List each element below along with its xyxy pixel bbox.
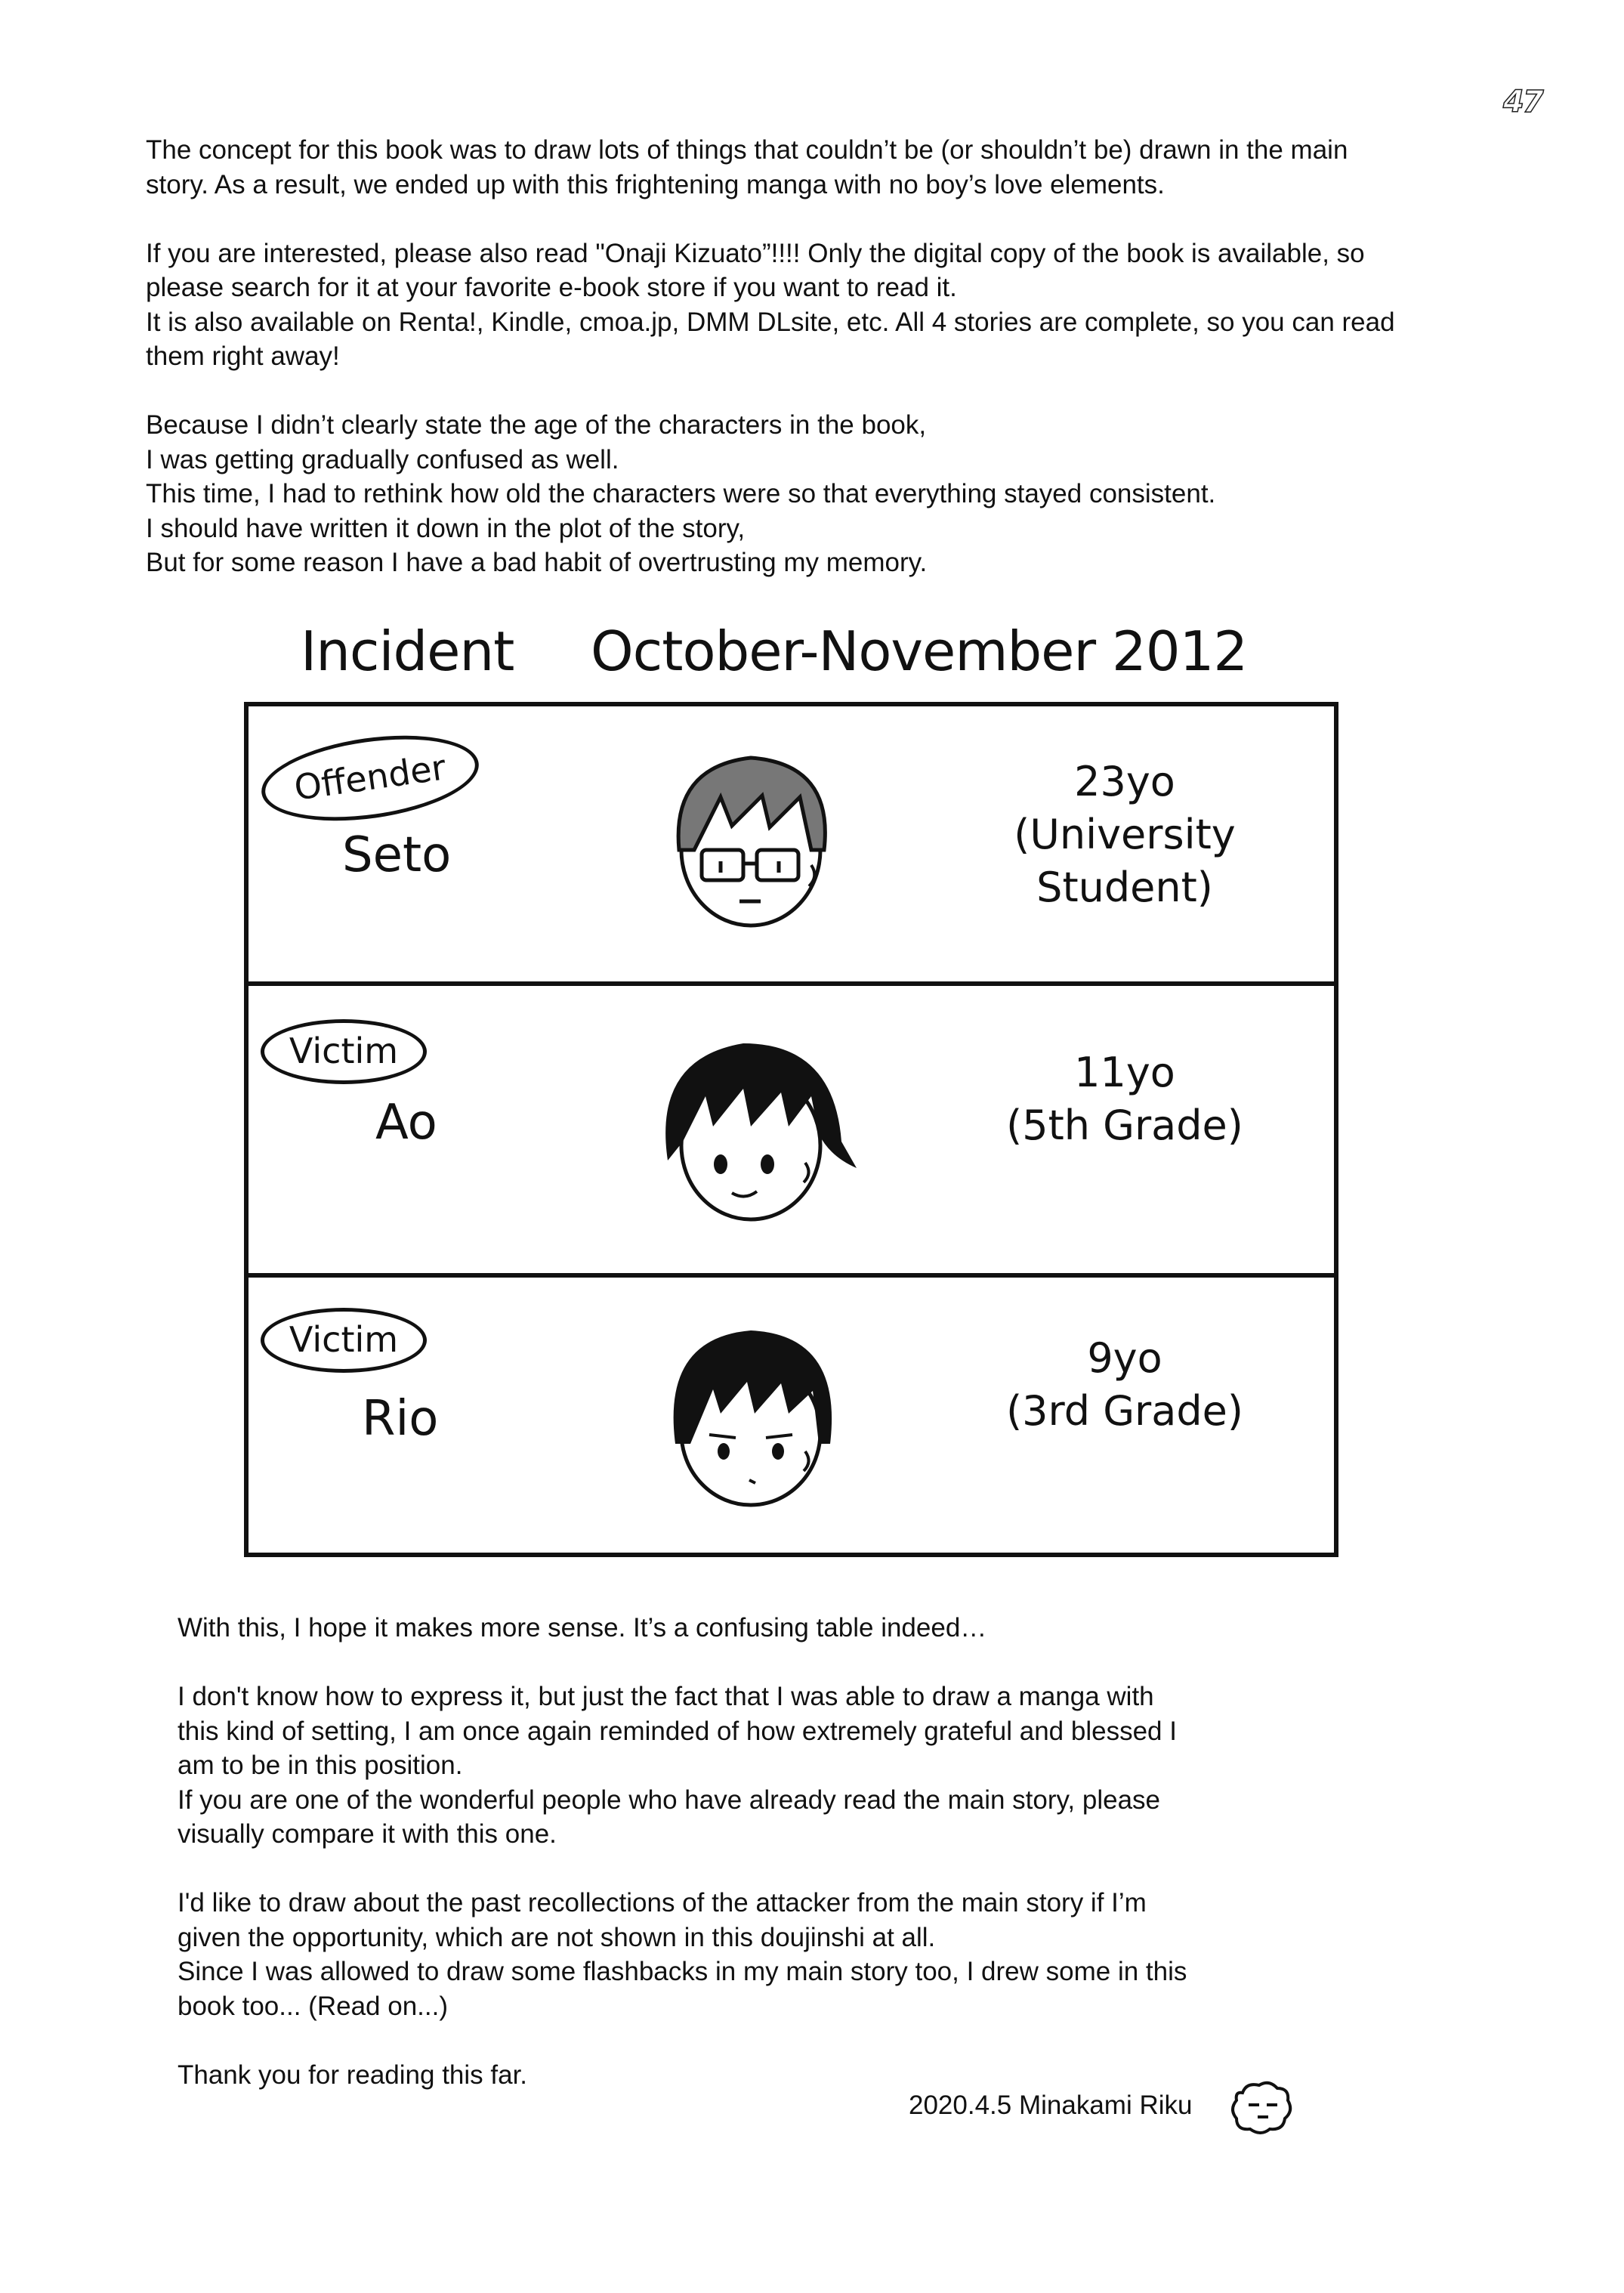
role-badge: Victim bbox=[261, 1019, 427, 1084]
table-title-period: October-November 2012 bbox=[591, 620, 1248, 683]
text-line: Since I was allowed to draw some flashbacks in my main story too, I drew some in this bbox=[178, 1957, 1187, 1986]
table-title-incident: Incident bbox=[301, 620, 514, 683]
age-line: 23yo bbox=[1074, 758, 1175, 805]
text-line: visually compare it with this one. bbox=[178, 1819, 557, 1849]
text-line: given the opportunity, which are not shown in this doujinshi at all. bbox=[178, 1922, 936, 1952]
character-table bbox=[244, 702, 1338, 1557]
intro-text bbox=[146, 133, 1521, 580]
glasses-boy-face-icon bbox=[649, 737, 853, 933]
character-age bbox=[936, 1332, 1314, 1438]
text-line: If you are interested, please also read "Onaji Kizuato”!!!! Only the digital copy of the book is available, so bbox=[146, 238, 1365, 268]
table-row bbox=[249, 706, 1334, 986]
text-line: This time, I had to rethink how old the characters were so that everything stayed consistent. bbox=[146, 479, 1216, 508]
age-line: 9yo bbox=[1087, 1334, 1162, 1382]
character-name: Seto bbox=[342, 827, 452, 883]
boy-face-icon bbox=[630, 1013, 872, 1240]
role-badge: Offender bbox=[256, 723, 484, 833]
text-line: story. As a result, we ended up with this frightening manga with no boy’s love elements. bbox=[146, 169, 1165, 199]
role-badge: Victim bbox=[261, 1308, 427, 1373]
text-line: The concept for this book was to draw lots of things that couldn’t be (or shouldn’t be) drawn in the main bbox=[146, 135, 1348, 165]
text-line: am to be in this position. bbox=[178, 1751, 463, 1780]
age-line: Student) bbox=[1036, 864, 1213, 911]
text-line: I don't know how to express it, but just the fact that I was able to draw a manga with bbox=[178, 1682, 1154, 1711]
outro-text bbox=[178, 1611, 1326, 2092]
table-row bbox=[249, 986, 1334, 1278]
text-line: With this, I hope it makes more sense. It’s a confusing table indeed… bbox=[178, 1613, 987, 1642]
age-line: (3rd Grade) bbox=[1006, 1387, 1243, 1435]
character-name: Ao bbox=[375, 1095, 437, 1151]
age-line: (5th Grade) bbox=[1006, 1102, 1243, 1149]
character-age bbox=[936, 1046, 1314, 1152]
character-age bbox=[936, 756, 1314, 914]
text-line: Thank you for reading this far. bbox=[178, 2060, 528, 2090]
signature: 2020.4.5 Minakami Riku bbox=[909, 2091, 1193, 2120]
age-line: 11yo bbox=[1074, 1049, 1175, 1096]
text-line: book too... (Read on...) bbox=[178, 1991, 448, 2021]
text-line: please search for it at your favorite e-book store if you want to read it. bbox=[146, 273, 957, 302]
author-face-icon bbox=[1227, 2078, 1295, 2138]
table-row bbox=[249, 1278, 1334, 1557]
text-line: I'd like to draw about the past recollections of the attacker from the main story if I’m bbox=[178, 1888, 1147, 1918]
text-line: them right away! bbox=[146, 341, 340, 371]
page-number: 47 bbox=[1503, 85, 1542, 119]
text-line: But for some reason I have a bad habit of overtrusting my memory. bbox=[146, 548, 928, 577]
text-line: It is also available on Renta!, Kindle, cmoa.jp, DMM DLsite, etc. All 4 stories are complete, so you can read bbox=[146, 307, 1395, 337]
text-line: I was getting gradually confused as well. bbox=[146, 444, 619, 474]
text-line: I should have written it down in the plot of the story, bbox=[146, 513, 746, 543]
text-line: Because I didn’t clearly state the age of the characters in the book, bbox=[146, 410, 927, 440]
character-name: Rio bbox=[362, 1391, 439, 1447]
text-line: this kind of setting, I am once again reminded of how extremely grateful and blessed I bbox=[178, 1716, 1177, 1746]
text-line: If you are one of the wonderful people who have already read the main story, please bbox=[178, 1785, 1160, 1815]
age-line: (University bbox=[1014, 811, 1236, 858]
child-face-icon bbox=[645, 1308, 857, 1519]
